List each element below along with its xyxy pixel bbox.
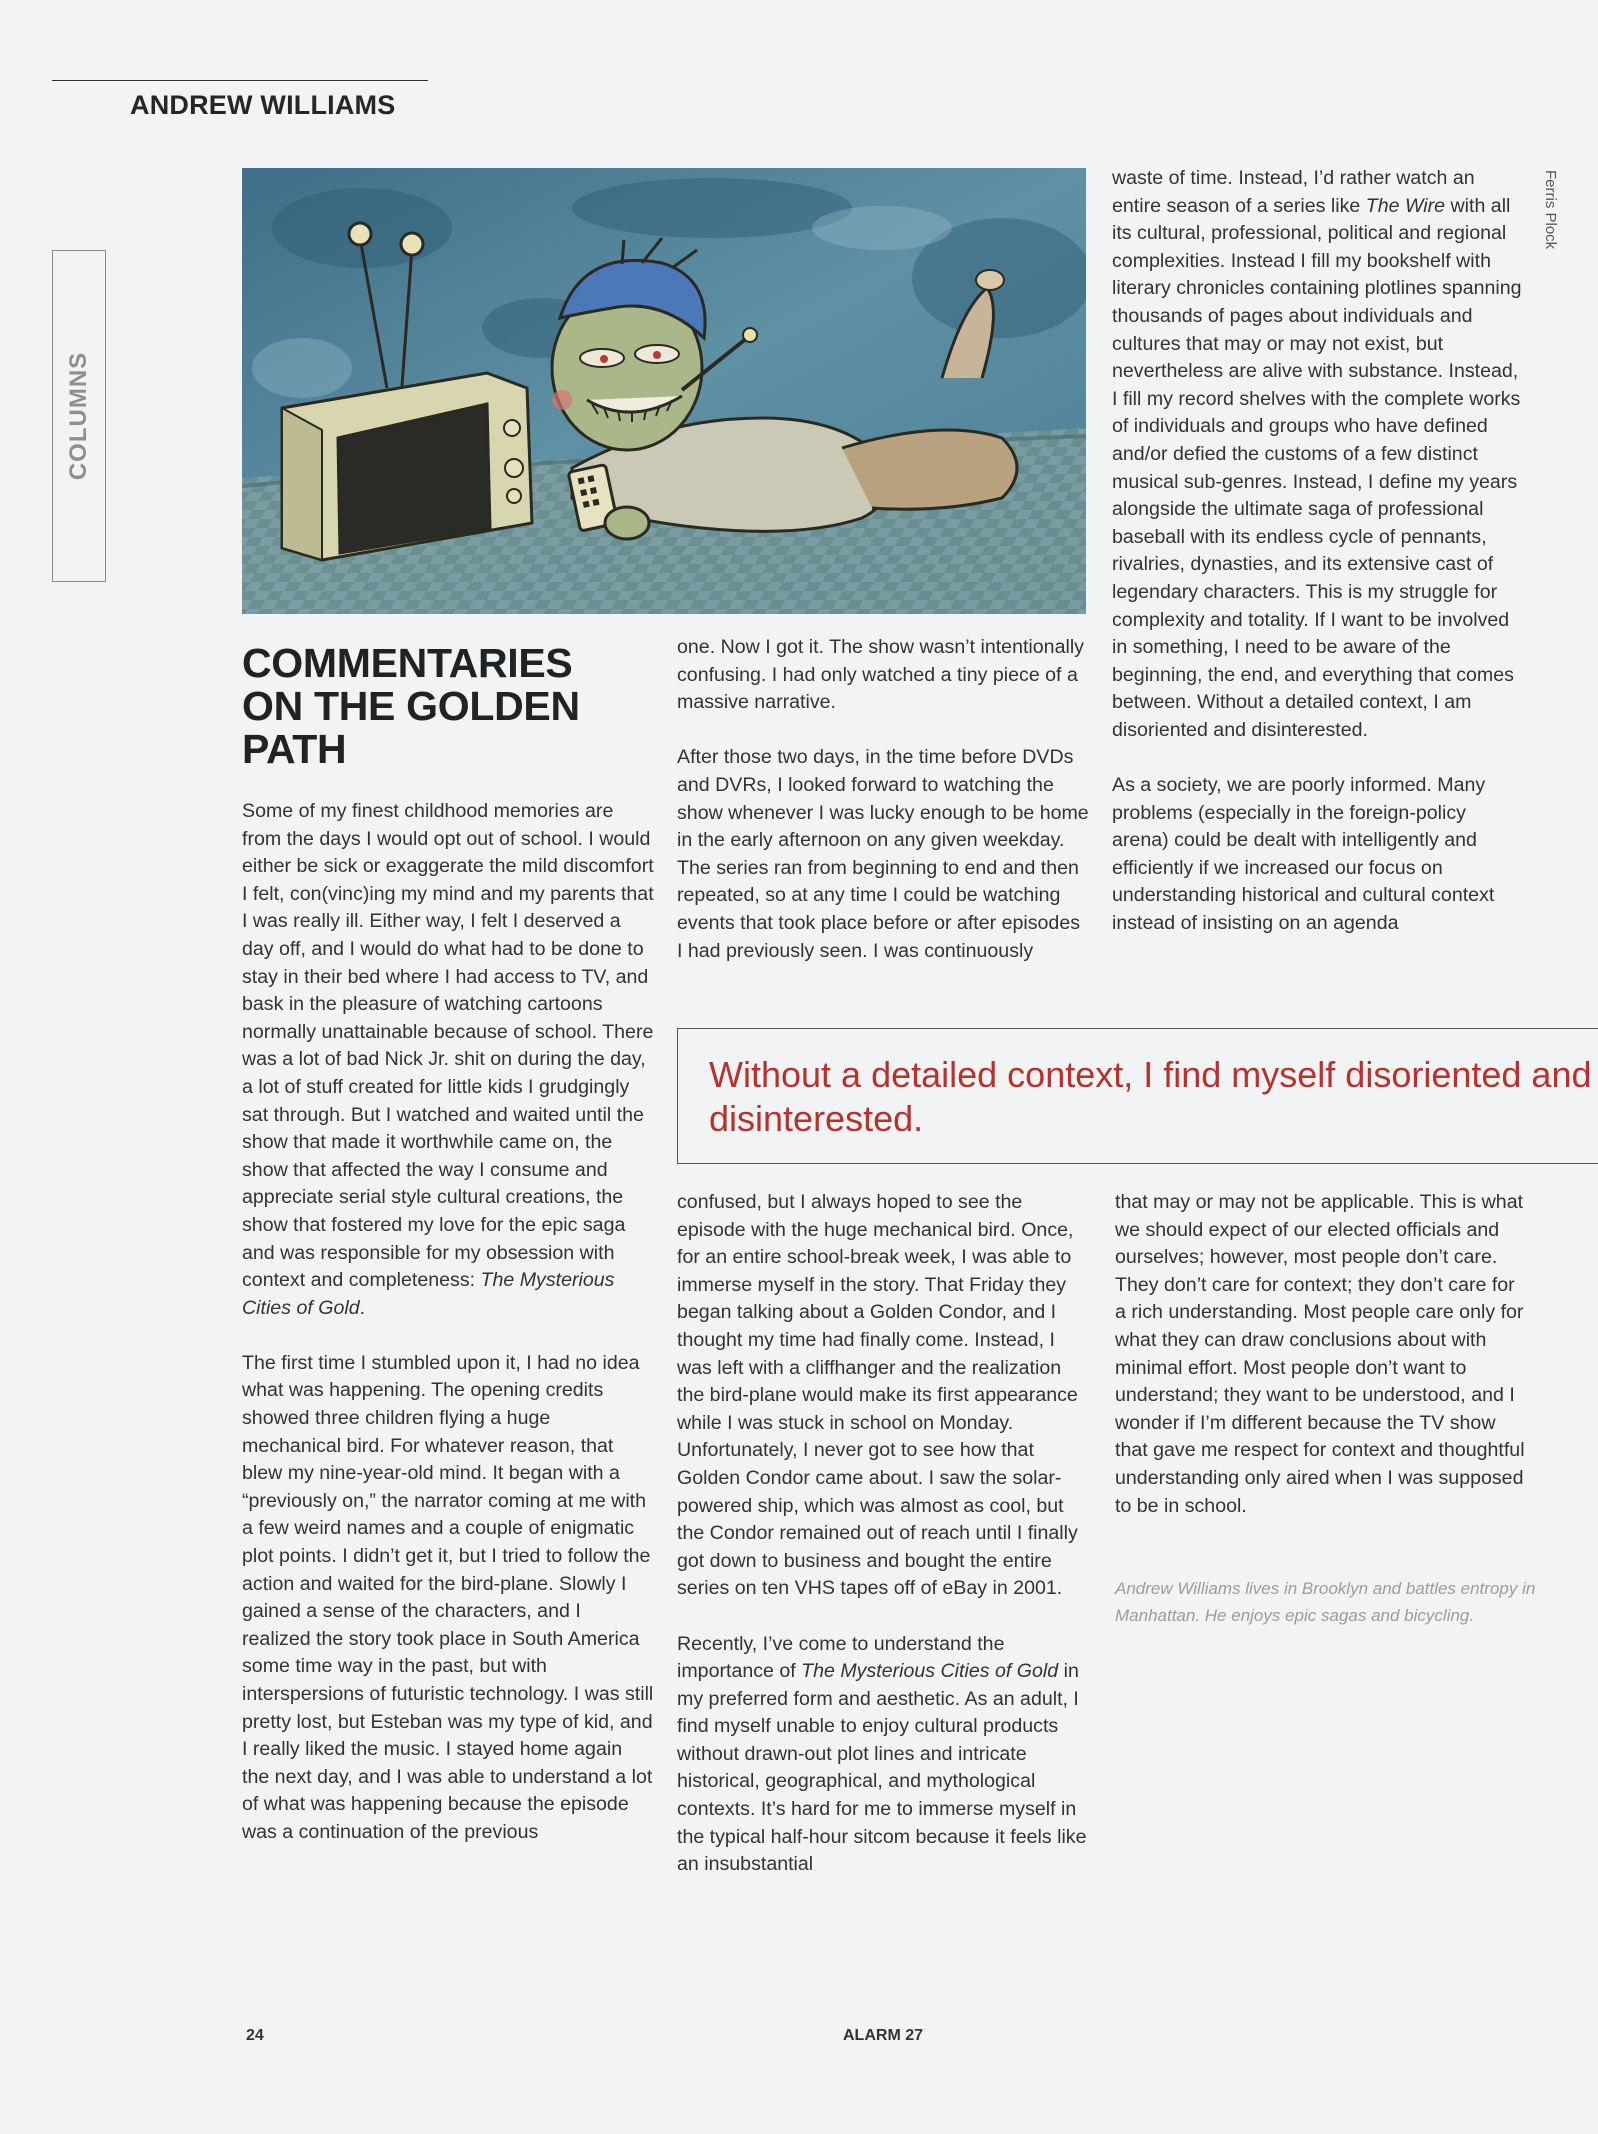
author-bio: Andrew Williams lives in Brooklyn and battles entropy in Manhattan. He enjoys epic sagas and bicycling. [1115,1579,1536,1625]
section-tab [52,250,106,582]
title-line: PATH [242,726,347,772]
title-line: ON THE GOLDEN [242,683,580,729]
paragraph: that may or may not be applicable. This is what we should expect of our elected officials and ourselves; however, most people don’t care. They don’t care for context; they don’t care for a rich understanding. Most people care only for what they can draw conclusions about with minimal effort. Most people don’t want to understand; they want to be understood, and I wonder if I’m different because the TV show that gave me respect for context and thoughtful understanding only aired when I was supposed to be in school. [1115,1191,1525,1517]
paragraph: As a society, we are poorly informed. Many problems (especially in the foreign-policy arena) could be dealt with intelligently and efficiently if we increased our focus on understanding historical and cultural context instead of insisting on an agenda [1112,774,1495,935]
author-heading: ANDREW WILLIAMS [130,90,396,120]
paragraph: Some of my finest childhood memories are from the days I would opt out of school. I would either be sick or exaggerate the mild discomfort I felt, con(vinc)ing my mind and my parents that I was really ill. Either way, I felt I deserved a day off, and I would do what had to be done to stay in their bed where I had access to TV, and bask in the pleasure of watching cartoons normally unattainable because of school. There was a lot of bad Nick Jr. shit on during the day, a lot of stuff created for little kids I grudgingly sat through. But I watched and waited until the show that made it worthwhile came on, the show that affected the way I consume and appreciate serial style cultural creations, the show that fostered my love for the epic saga and was responsible for my obsession with context and completeness: The Mysterious Cities of Gold. [242,800,654,1319]
paragraph: waste of time. Instead, I’d rather watch an entire season of a series like The Wire with all its cultural, professional, political and regional complexities. Instead I fill my bookshelf with literary chronicles containing plotlines spanning thousands of pages about individuals and cultures that may or may not exist, but nevertheless are alive with substance. Instead, I fill my record shelves with the complete works of individuals and groups who have defined and/or defied the customs of a few distinct musical sub-genres. Instead, I define my years alongside the ultimate saga of professional baseball with its endless cycle of pennants, rivalries, dynasties, and its extensive cast of legendary characters. This is my struggle for complexity and totality. If I want to be involved in something, I need to be aware of the beginning, the end, and everything that comes between. Without a detailed context, I am disoriented and disinterested. [1112,167,1522,741]
paragraph: Recently, I’ve come to understand the importance of The Mysterious Cities of Gold in my preferred form and aesthetic. As an adult, I find myself unable to enjoy cultural products without drawn-out plot lines and intricate historical, geographical, and mythological contexts. It’s hard for me to immerse myself in the typical half-hour sitcom because it feels like an insubstantial [677,1632,1087,1876]
show-title: The Mysterious Cities of Gold [801,1660,1059,1683]
column-1 [242,798,654,1847]
column-3-bottom [1115,1189,1527,1520]
article-illustration [242,168,1086,614]
pull-quote: Without a detailed context, I find myself disoriented and disinterested. [677,1028,1598,1164]
page-number: 24 [246,2027,264,2044]
paragraph: one. Now I got it. The show wasn’t intentionally confusing. I had only watched a tiny piece of a massive narrative. [677,636,1084,714]
column-3-top [1112,165,1524,938]
title-line: COMMENTARIES [242,640,573,686]
header-rule [52,80,428,81]
column-2-bottom [677,1189,1089,1879]
magazine-issue: ALARM 27 [843,2027,924,2044]
column-2-top [677,634,1089,965]
article-title [242,642,642,771]
show-title: The Wire [1365,194,1446,217]
paragraph: The first time I stumbled upon it, I had no idea what was happening. The opening credits showed three children flying a huge mechanical bird. For whatever reason, that blew my nine-year-old mind. It began with a “previously on,” the narrator coming at me with a few weird names and a couple of enigmatic plot points. I didn’t get it, but I tried to follow the action and waited for the bird-plane. Slowly I gained a sense of the characters, and I realized the story took place in South America some time way in the past, but with interspersions of futuristic technology. I was still pretty lost, but Esteban was my type of kid, and I really liked the music. I stayed home again the next day, and I was able to understand a lot of what was happening because the episode was a continuation of the previous [242,1351,654,1843]
paragraph: confused, but I always hoped to see the episode with the huge mechanical bird. Once, for an entire school-break week, I was able to immerse myself in the story. That Friday they began talking about a Golden Condor, and I thought my time had finally come. Instead, I was left with a cliffhanger and the realization the bird-plane would make its first appearance while I was stuck in school on Monday. Unfortunately, I never got to see how that Golden Condor came about. I saw the solar-powered ship, which was almost as cool, but the Condor remained out of reach until I finally got down to business and bought the entire series on ten VHS tapes off of eBay in 2001. [677,1191,1078,1600]
section-label: COLUMNS [65,351,92,481]
show-title: The Mysterious Cities of Gold [242,1269,615,1319]
illustration-credit: Ferris Plock [1542,170,1559,250]
paragraph: After those two days, in the time before DVDs and DVRs, I looked forward to watching the show whenever I was lucky enough to be home in the early afternoon on any given weekday. The series ran from beginning to end and then repeated, so at any time I could be watching events that took place before or after episodes I had previously seen. I was continuously [677,746,1089,962]
